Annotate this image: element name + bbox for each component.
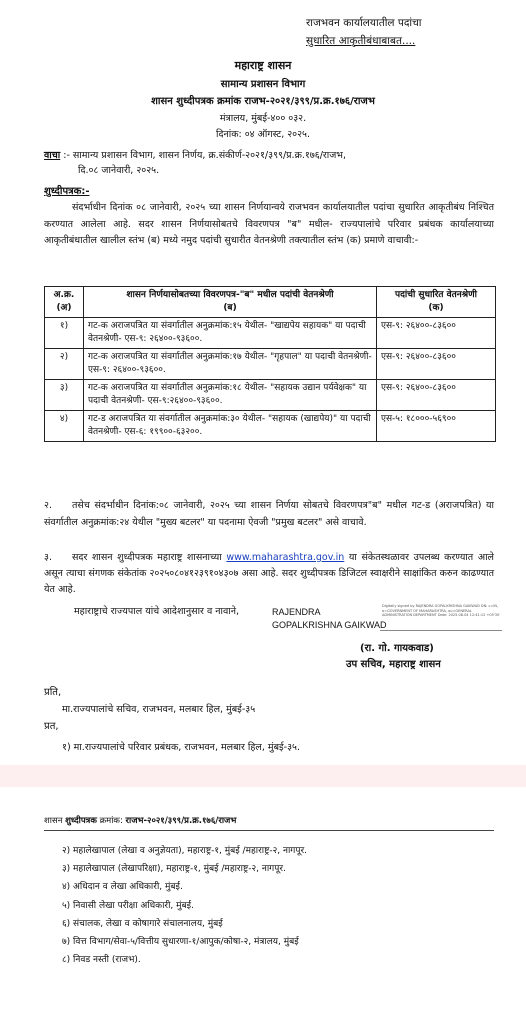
row-revised-pay: एस-९: २६४००-८३६०० <box>377 349 496 380</box>
table-row <box>45 411 496 442</box>
row-description: गट-क अराजपत्रित या संवर्गातील अनुक्रमांक:१८ येथील- "सहायक उद्यान पर्यवेक्षक" या पदाची वेतनश्रेणी- एस-९:२६४००-९३६००. <box>84 380 377 411</box>
row-revised-pay: एस-९: २६४००-८३६०० <box>377 380 496 411</box>
row-description: गट-क अराजपत्रित या संवर्गातील अनुक्रमांक:१५ येथील- "खाद्यपेय सहायक" या पदाची वेतनश्रेणी- एस-९: २६४००-९३६००. <box>84 318 377 349</box>
table-header-row <box>45 287 496 318</box>
table-row <box>45 380 496 411</box>
reference-line-1: :- सामान्य प्रशासन विभाग, शासन निर्णय, क्र.संकीर्ण-२०२१/३९९/प्र.क्र.१७६/राजभ, <box>63 150 347 161</box>
paragraph-3-text-a: सदर शासन शुध्दीपत्रक महाराष्ट्र शासनाच्या <box>72 552 222 563</box>
govt-title: महाराष्ट्र शासन <box>234 59 292 72</box>
digital-signature-name: RAJENDRA GOPALKRISHNA GAIKWAD <box>272 607 387 630</box>
date: दिनांक: ०४ ऑगस्ट, २०२५. <box>215 129 311 140</box>
table-row <box>45 318 496 349</box>
header-old-pay: शासन निर्णयासोबतच्या विवरणपत्र-"ब" मधील पदांची वेतनश्रेणी (ब) <box>84 287 377 318</box>
paragraph-2 <box>44 497 494 531</box>
row-description: गट-क अराजपत्रित या संवर्गातील अनुक्रमांक:१७ येथील- "गृहपाल" या पदाची वेतनश्रेणी- एस-९: २६४००-९३६००. <box>84 349 377 380</box>
row-serial: ४) <box>45 411 84 442</box>
governor-order: महाराष्ट्राचे राज्यपाल यांचे आदेशानुसार व नावाने, <box>74 606 240 617</box>
signatory-initials: (रा. गो. गायकवाड) <box>360 643 434 654</box>
header-serial: अ.क्र. (अ) <box>45 287 84 318</box>
subject-note <box>306 14 466 50</box>
page-2-header: शासन शुध्दीपत्रक क्रमांक: राजभ-२०२१/३९९/प्र.क्र.१७६/राजभ <box>44 815 494 831</box>
list-item: ८) निवड नस्ती (राजभ). <box>62 955 141 966</box>
section-title: शुध्दीपत्रक:- <box>44 186 90 197</box>
to-label: प्रति, <box>44 687 62 698</box>
reference-label: वाचा <box>44 150 61 161</box>
paragraph-3-text-b: या संकेतस्थळावर उपलब्ध करण्यात आले असून त्याचा संगणक संकेतांक २०२५०८०४१२३९१०४३०७ असा आहे. सदर शुध्दीपत्रक डिजिटल स्वाक्षरीने साक्षांकित करुन काढण्यात येत आहे. <box>44 552 494 595</box>
copy-list <box>62 842 502 969</box>
table-row <box>45 349 496 380</box>
row-serial: २) <box>45 349 84 380</box>
signature-divider <box>380 630 502 631</box>
copy-recipient-1: १) मा.राज्यपालांचे परिवार प्रबंधक, राजभवन, मलबार हिल, मुंबई-३५. <box>62 742 300 753</box>
signatory-designation: उप सचिव, महाराष्ट्र शासन <box>346 659 441 670</box>
paragraph-3 <box>44 550 494 598</box>
page-break <box>0 765 526 787</box>
paragraph-3-number: ३. <box>44 552 52 563</box>
paragraph-2-text: तसेच संदर्भाधीन दिनांक:०८ जानेवारी, २०२५ च्या शासन निर्णया सोबतचे विवरणपत्र"ब" मधील गट-ड (अराजपत्रित) या संवर्गातील अनुक्रमांक:२४ येथील "मुख्य बटलर" या पदनामा ऐवजी "प्रमुख बटलर" असे वाचावे. <box>44 500 494 528</box>
paragraph-2-number: २. <box>44 500 52 511</box>
reference-block <box>44 148 494 178</box>
list-item: ३) महालेखापाल (लेखापरिक्षा), महाराष्ट्र-१, मुंबई /महाराष्ट्र-२, नागपूर. <box>62 864 286 875</box>
paragraph-1 <box>44 200 494 250</box>
row-revised-pay: एस-५: १८०००-५६९०० <box>377 411 496 442</box>
header-revised-pay: पदांची सुधारित वेतनश्रेणी (क) <box>377 287 496 318</box>
corrigendum-number: शासन शुध्दीपत्रक क्रमांक राजभ-२०२१/३९९/प्र.क्र.१७६/राजभ <box>151 96 375 107</box>
copy-label: प्रत, <box>44 721 59 732</box>
row-serial: ३) <box>45 380 84 411</box>
to-recipient: मा.राज्यपालांचे सचिव, राजभवन, मलबार हिल, मुंबई-३५ <box>62 704 256 715</box>
list-item: २) महालेखापाल (लेखा व अनुज्ञेयता), महाराष्ट्र-१, मुंबई /महाराष्ट्र-२, नागपूर. <box>62 846 308 856</box>
list-item: ४) अधिदान व लेखा अधिकारी, मुंबई. <box>62 882 183 893</box>
subject-line-2: सुधारित आकृतीबंधाबाबत.... <box>306 35 416 47</box>
pay-scale-table <box>44 286 496 442</box>
row-serial: १) <box>45 318 84 349</box>
row-description: गट-ड अराजपत्रित या संवर्गातील अनुक्रमांक:३० येथील- "सहायक (खाद्यपेय)" या पदाची वेतनश्रेणी- एस-६: १९९००-६३२००. <box>84 411 377 442</box>
list-item: ७) वित्त विभाग/सेवा-५/वित्तीय सुधारणा-१/आपुक/कोषा-२, मंत्रालय, मुंबई <box>62 937 299 948</box>
website-link[interactable]: www.maharashtra.gov.in <box>226 552 345 563</box>
paragraph-1-text: संदर्भाधीन दिनांक ०८ जानेवारी, २०२५ च्या शासन निर्णयान्वये राजभवन कार्यालयातील पदांचा सुधारित आकृतीबंध निश्चित करण्यात आलेला आहे. सदर शासन निर्णयासोबतचे विवरणपत्र "ब" मधील- राज्यपालांचे परिवार प्रबंधक कार्यालयाच्या आकृतीबंधातील खालील स्तंभ (ब) मध्ये नमुद पदांची सुधारीत वेतनश्रेणी तक्त्यातील स्तंभ (क) प्रमाणे वाचावी:- <box>44 202 494 246</box>
department-title: सामान्य प्रशासन विभाग <box>220 79 306 90</box>
address: मंत्रालय, मुंबई-४०० ०३२. <box>219 113 307 124</box>
subject-line-1: राजभवन कार्यालयातील पदांचा <box>306 17 422 29</box>
list-item: ६) संचालक, लेखा व कोषागारे संचालनालय, मुंबई <box>62 918 223 929</box>
reference-line-2: दि.०८ जानेवारी, २०२५. <box>78 165 160 176</box>
list-item: ५) निवासी लेखा परीक्षा अधिकारी, मुंबई. <box>62 900 194 911</box>
row-revised-pay: एस-९: २६४००-८३६०० <box>377 318 496 349</box>
digital-signature-details: Digitally signed by RAJENDRA GOPALKRISHNA GAIKWAD DN: c=IN, o=GOVERNMENT OF MAHARASHTRA, ou=GENERAL ADMINISTRATION DEPARTMENT Date: 2025.08.04 12:41:12 +05'30' <box>382 604 501 617</box>
